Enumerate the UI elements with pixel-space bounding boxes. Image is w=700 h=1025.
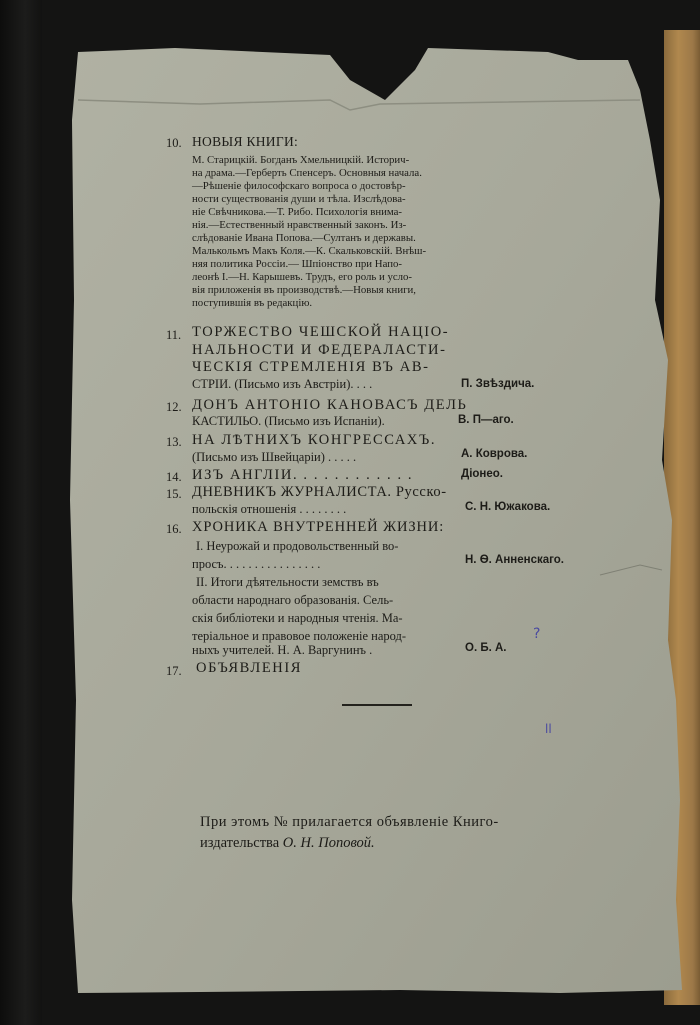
item-13-number: 13. <box>166 435 182 449</box>
item-11-line: НАЛЬНОСТИ И ФЕДЕРАЛАСТИ- <box>192 342 447 358</box>
notice-prefix: издательства <box>200 835 283 851</box>
item-10-line: леонѣ І.—Н. Карышевъ. Трудъ, его роль и усло- <box>192 271 413 283</box>
item-17-title: ОБЪЯВЛЕНІЯ <box>196 660 303 676</box>
item-10-line: —Рѣшеніе философскаго вопроса о достовѣр- <box>192 180 406 192</box>
item-16-title: ХРОНИКА ВНУТРЕННЕЙ ЖИЗНИ: <box>192 519 445 535</box>
item-16-line: І. Неурожай и продовольственный во- <box>196 539 399 553</box>
item-16-line: скія библіотеки и народныя чтенія. Ма- <box>192 611 403 625</box>
item-12-number: 12. <box>166 400 182 414</box>
item-15-author: С. Н. Южакова. <box>465 501 551 513</box>
item-11-author: П. Звѣздича. <box>461 378 535 390</box>
item-10-line: ности существованія души и тѣла. Изслѣдова- <box>192 193 406 205</box>
item-16-line: просъ. . . . . . . . . . . . . . . . <box>192 557 321 571</box>
item-12-line: ДОНЪ АНТОНІО КАНОВАСЪ ДЕЛЬ <box>192 397 468 413</box>
item-15-number: 15. <box>166 487 182 501</box>
item-13-line: (Письмо изъ Швейцаріи) . . . . . <box>192 450 357 464</box>
notice-line-2 <box>200 835 375 852</box>
item-11-number: 11. <box>166 328 182 342</box>
item-16-line: области народнаго образованія. Сель- <box>192 593 394 607</box>
item-15-line: польскія отношенія . . . . . . . . <box>192 502 347 516</box>
item-16-author-2: О. Б. А. <box>465 642 507 654</box>
item-17-number: 17. <box>166 664 182 678</box>
item-11-line: СТРІИ. (Письмо изъ Австріи). . . . <box>192 377 373 391</box>
item-10-line: няя политика Россіи.— Шпіонство при Напо- <box>192 258 402 270</box>
item-13-line: НА ЛѢТНИХЪ КОНГРЕССАХЪ. <box>192 432 437 448</box>
item-12-line: КАСТИЛЬО. (Письмо изъ Испаніи). <box>192 414 385 428</box>
item-10-number: 10. <box>166 136 182 150</box>
item-10-line: слѣдованіе Ивана Попова.—Султанъ и державы. <box>192 232 416 244</box>
item-12-author: В. П—аго. <box>458 414 514 426</box>
item-14-author: Діонео. <box>461 468 503 480</box>
handwritten-mark: ll <box>545 722 552 736</box>
item-10-line: на драма.—Герберть Спенсеръ. Основныя начала. <box>192 167 422 179</box>
publisher-name: О. Н. Поповой. <box>282 835 375 851</box>
item-16-line: II. Итоги дѣятельности земствъ въ <box>196 575 379 589</box>
item-11-line: ЧЕСКІЯ СТРЕМЛЕНІЯ ВЪ АВ- <box>192 359 430 375</box>
item-16-line: ныхъ учителей. Н. А. Варгунинъ . <box>192 643 373 657</box>
item-14-number: 14. <box>166 470 182 484</box>
item-10-line: вія приложенія въ производствѣ.—Новыя книги, <box>192 284 417 296</box>
section-divider <box>342 704 412 706</box>
item-10-line: поступившія въ редакцію. <box>192 297 313 309</box>
item-10-line: ніе Свѣчникова.—Т. Рибо. Психологія внима- <box>192 206 403 218</box>
item-16-line: теріальное и правовое положеніе народ- <box>192 629 407 643</box>
item-10-title: НОВЫЯ КНИГИ: <box>192 134 299 149</box>
item-14-line: ИЗЪ АНГЛІИ. . . . . . . . . . . . <box>192 467 414 483</box>
handwritten-mark: ? <box>533 626 541 642</box>
item-11-line: ТОРЖЕСТВО ЧЕШСКОЙ НАЦІО- <box>192 324 450 340</box>
item-15-line: ДНЕВНИКЪ ЖУРНАЛИСТА. Русско- <box>192 484 447 500</box>
item-13-author: А. Коврова. <box>461 448 528 460</box>
item-16-number: 16. <box>166 522 182 536</box>
notice-line-1: При этомъ № прилагается объявленіе Книго- <box>200 814 499 830</box>
item-10-line: нія.—Естественный нравственный законъ. Из- <box>192 219 407 231</box>
item-10-line: М. Старицкій. Богданъ Хмельницкій. Историч- <box>192 154 410 166</box>
item-16-author-1: Н. Ѳ. Анненскаго. <box>465 554 564 566</box>
item-10-line: Малькольмъ Макъ Коля.—К. Скальковскій. Внѣш- <box>192 245 427 257</box>
